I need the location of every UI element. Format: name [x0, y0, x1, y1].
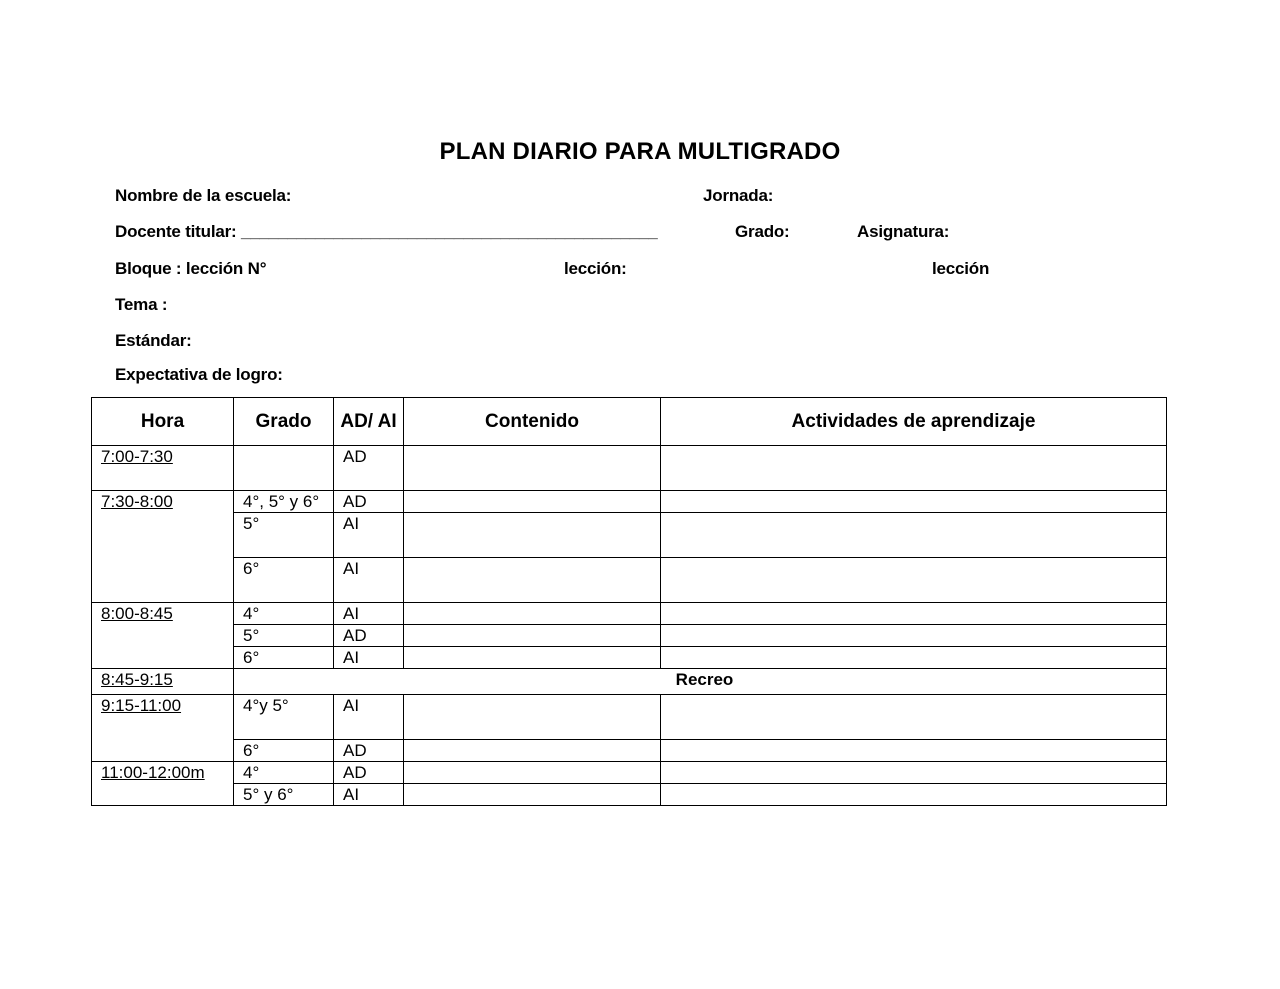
table-row	[92, 695, 1167, 740]
bloque-leccion-label: Bloque : lección N°	[115, 259, 267, 278]
contenido-cell[interactable]	[404, 784, 661, 806]
leccion-2-label: lección:	[564, 259, 627, 278]
header-ad-ai: AD/ AI	[334, 398, 404, 446]
grado-cell: 6°	[234, 647, 334, 669]
hora-cell: 7:00-7:30	[92, 446, 234, 491]
table-row	[92, 558, 1167, 603]
recreo-cell: Recreo	[234, 669, 1167, 695]
contenido-cell[interactable]	[404, 647, 661, 669]
actividades-cell[interactable]	[661, 446, 1167, 491]
contenido-cell[interactable]	[404, 513, 661, 558]
actividades-cell[interactable]	[661, 740, 1167, 762]
table-row	[92, 491, 1167, 513]
grado-cell: 4°, 5° y 6°	[234, 491, 334, 513]
hora-cell: 8:00-8:45	[92, 603, 234, 669]
grado-cell: 4°	[234, 603, 334, 625]
table-row	[92, 762, 1167, 784]
contenido-cell[interactable]	[404, 762, 661, 784]
docente-titular-label: Docente titular: _____________________________________________	[115, 222, 658, 241]
actividades-cell[interactable]	[661, 695, 1167, 740]
modo-cell: AI	[334, 603, 404, 625]
contenido-cell[interactable]	[404, 625, 661, 647]
header-actividades: Actividades de aprendizaje	[661, 398, 1167, 446]
header-grado: Grado	[234, 398, 334, 446]
table-row	[92, 784, 1167, 806]
modo-cell: AD	[334, 762, 404, 784]
contenido-cell[interactable]	[404, 695, 661, 740]
modo-cell: AD	[334, 740, 404, 762]
actividades-cell[interactable]	[661, 647, 1167, 669]
actividades-cell[interactable]	[661, 558, 1167, 603]
actividades-cell[interactable]	[661, 513, 1167, 558]
modo-cell: AI	[334, 695, 404, 740]
table-row	[92, 625, 1167, 647]
modo-cell: AD	[334, 625, 404, 647]
actividades-cell[interactable]	[661, 625, 1167, 647]
table-row-recreo	[92, 669, 1167, 695]
actividades-cell[interactable]	[661, 762, 1167, 784]
expectativa-label: Expectativa de logro:	[115, 365, 283, 384]
hora-cell: 7:30-8:00	[92, 491, 234, 603]
header-hora: Hora	[92, 398, 234, 446]
grado-cell: 4°	[234, 762, 334, 784]
table-row	[92, 513, 1167, 558]
header-contenido: Contenido	[404, 398, 661, 446]
actividades-cell[interactable]	[661, 491, 1167, 513]
contenido-cell[interactable]	[404, 558, 661, 603]
daily-plan-table	[91, 397, 1167, 806]
table-row	[92, 603, 1167, 625]
contenido-cell[interactable]	[404, 446, 661, 491]
leccion-3-label: lección	[932, 259, 990, 278]
school-name-label: Nombre de la escuela:	[115, 186, 292, 205]
actividades-cell[interactable]	[661, 784, 1167, 806]
contenido-cell[interactable]	[404, 603, 661, 625]
modo-cell: AI	[334, 784, 404, 806]
actividades-cell[interactable]	[661, 603, 1167, 625]
hora-cell: 11:00-12:00m	[92, 762, 234, 806]
modo-cell: AD	[334, 446, 404, 491]
grado-cell: 5° y 6°	[234, 784, 334, 806]
grado-cell: 5°	[234, 625, 334, 647]
grado-cell	[234, 446, 334, 491]
hora-cell: 9:15-11:00	[92, 695, 234, 762]
modo-cell: AI	[334, 558, 404, 603]
contenido-cell[interactable]	[404, 491, 661, 513]
contenido-cell[interactable]	[404, 740, 661, 762]
table-row	[92, 740, 1167, 762]
grado-cell: 6°	[234, 558, 334, 603]
jornada-label: Jornada:	[703, 186, 774, 205]
grado-label: Grado:	[735, 222, 790, 241]
hora-cell: 8:45-9:15	[92, 669, 234, 695]
page-title: PLAN DIARIO PARA MULTIGRADO	[439, 138, 841, 165]
tema-label: Tema :	[115, 295, 168, 314]
asignatura-label: Asignatura:	[857, 222, 950, 241]
table-header-row	[92, 398, 1167, 446]
modo-cell: AI	[334, 647, 404, 669]
table-row	[92, 647, 1167, 669]
modo-cell: AI	[334, 513, 404, 558]
estandar-label: Estándar:	[115, 331, 192, 350]
grado-cell: 5°	[234, 513, 334, 558]
grado-cell: 4°y 5°	[234, 695, 334, 740]
grado-cell: 6°	[234, 740, 334, 762]
modo-cell: AD	[334, 491, 404, 513]
table-row	[92, 446, 1167, 491]
